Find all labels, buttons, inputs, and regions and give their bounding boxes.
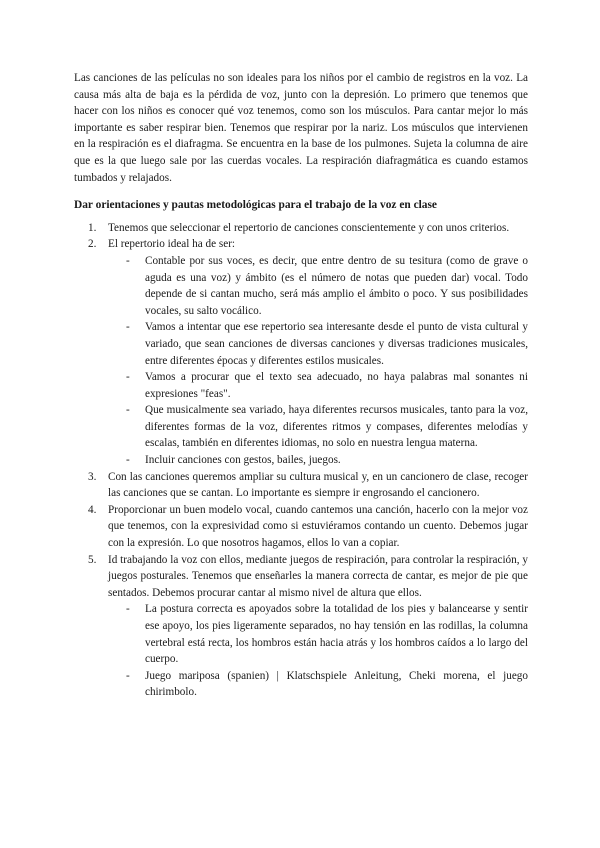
item-text: El repertorio ideal ha de ser:: [108, 238, 236, 251]
sub-item-text: Vamos a procurar que el texto sea adecuado, no haya palabras mal sonantes ni expresiones "feas".: [145, 371, 528, 400]
dash-marker: -: [126, 454, 130, 467]
item-number: 4.: [88, 503, 97, 516]
item-text: Tenemos que seleccionar el repertorio de canciones conscientemente y con unos criterios.: [108, 221, 510, 234]
numbered-list: [74, 220, 528, 701]
section-heading: Dar orientaciones y pautas metodológicas para el trabajo de la voz en clase: [74, 199, 437, 212]
sub-item-text: Que musicalmente sea variado, haya diferentes recursos musicales, tanto para la voz, diferentes formas de la voz, diferentes ritmos y compases, diferentes melodías y escalas, también en diferentes idiomas, no solo en nuestra lengua materna.: [145, 404, 528, 450]
list-item: [74, 552, 528, 701]
item-number: 3.: [88, 470, 97, 483]
item-number: 5.: [88, 553, 97, 566]
list-item: [74, 469, 528, 502]
dash-marker: -: [126, 603, 130, 616]
item-text: Con las canciones queremos ampliar su cultura musical y, en un cancionero de clase, recoger las canciones que se cantan. Lo importante es siempre ir engrosando el cancionero.: [108, 470, 528, 500]
sub-item-text: Juego mariposa (spanien) | Klatschspiele Anleitung, Cheki morena, el juego chirimbolo.: [145, 669, 528, 699]
dash-marker: -: [126, 404, 130, 417]
dash-marker: -: [126, 254, 130, 267]
sub-item-text: Incluir canciones con gestos, bailes, juegos.: [145, 454, 341, 467]
sub-item-text: Vamos a intentar que ese repertorio sea interesante desde el punto de vista cultural y variado, que sean canciones de diversas canciones y diversas tradiciones musicales, entre diferentes épocas y diferentes estilos musicales.: [145, 321, 528, 367]
item-number: 1.: [88, 221, 97, 234]
intro-paragraph: Las canciones de las películas no son ideales para los niños por el cambio de registros en la voz. La causa más alta de baja es la pérdida de voz, junto con la depresión. Lo primero que tenemos que hacer con los niños es conocer qué voz tenemos, como son los músculos. Para cantar mejor lo más importante es saber respirar bien. Tenemos que respirar por la nariz. Los músculos que intervienen en la respiración es el diafragma. Se encuentra en la base de los pulmones. Sujeta la columna de aire que es la que luego sale por las cuerdas vocales. La respiración diafragmática es cuando estamos tumbados y relajados.: [74, 72, 528, 184]
sub-item: [108, 369, 528, 402]
list-item: [74, 236, 528, 468]
sub-item: [108, 668, 528, 701]
sub-item-text: La postura correcta es apoyados sobre la totalidad de los pies y balancearse y sentir ese apoyo, los pies ligeramente separados, no hay tensión en las rodillas, la columna vertebral está recta, los hombros están hacia atrás y los hombros caídos a lo largo del cuerpo.: [145, 603, 528, 666]
list-item: [74, 220, 528, 237]
sub-item: [108, 319, 528, 369]
item-text: Id trabajando la voz con ellos, mediante juegos de respiración, para controlar la respiración, y juegos posturales. Tenemos que enseñarles la manera correcta de cantar, es mejor de pie que sentados. Debemos procurar cantar al mismo nivel de altura que ellos.: [108, 553, 528, 599]
dash-marker: -: [126, 321, 130, 334]
sub-item: [108, 452, 528, 469]
dash-marker: -: [126, 669, 130, 682]
sub-list: [108, 601, 528, 701]
item-text: Proporcionar un buen modelo vocal, cuando cantemos una canción, hacerlo con la mejor voz que tenemos, con la expresividad como si estuviéramos contando un cuento. Debemos jugar con la expresión. Lo que nosotros hagamos, ellos lo van a copiar.: [108, 503, 528, 550]
sub-item-text: Contable por sus voces, es decir, que entre dentro de su tesitura (como de grave o aguda es una voz) y ámbito (es el número de notas que pueden dar) vocal. Todo depende de si cantan mucho, será más amplio el ámbito o poco. Y sus posibilidades vocales, su salto vocálico.: [145, 254, 528, 317]
sub-item: [108, 601, 528, 667]
item-number: 2.: [88, 238, 97, 251]
sub-item: [108, 253, 528, 319]
list-item: [74, 502, 528, 552]
sub-item: [108, 402, 528, 452]
sub-list: [108, 253, 528, 469]
dash-marker: -: [126, 371, 130, 384]
